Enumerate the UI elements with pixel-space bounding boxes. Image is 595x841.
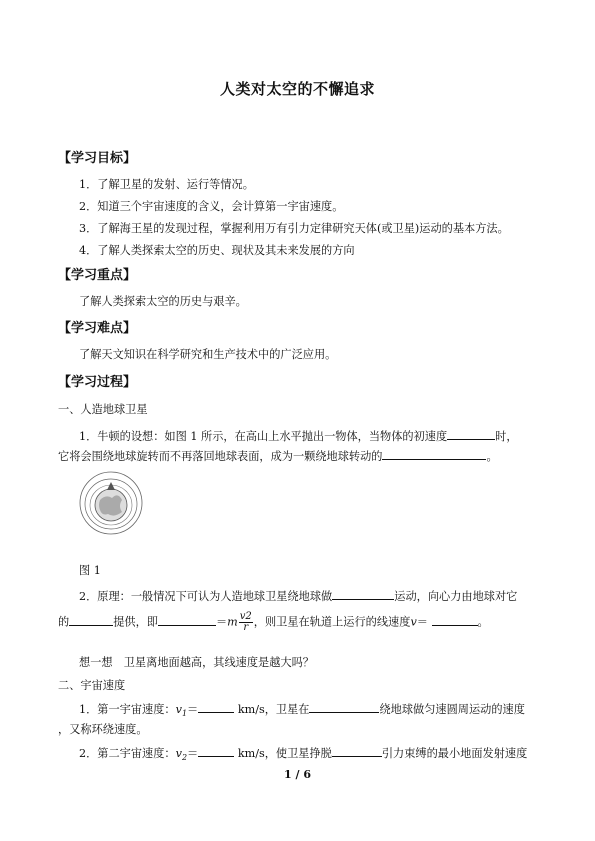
mass-symbol: m: [227, 615, 238, 629]
section-heading-process: 【学习过程】: [58, 375, 137, 390]
question-text: ，则卫星在轨道上运行的线速度: [253, 615, 411, 629]
figure-earth-orbit: [78, 470, 144, 536]
think-prompt: 想一想 卫星离地面越高，其线速度是越大吗？: [79, 656, 314, 669]
question-2-line-2: [58, 612, 489, 633]
mountain-icon: [107, 482, 115, 490]
section-heading-focus: 【学习重点】: [58, 268, 137, 283]
question-text: km/s，使卫星挣脱: [237, 747, 332, 760]
velocity-symbol: v: [175, 747, 182, 760]
answer-blank[interactable]: [198, 701, 234, 713]
question-text: 它将会围绕地球旋转而不再落回地球表面，成为一颗绕地球转动的: [58, 450, 383, 463]
question-text: 运动，向心力由地球对它: [394, 590, 518, 603]
goal-item: 3．了解海王星的发现过程，掌握利用万有引力定律研究天体(或卫星)运动的基本方法。: [79, 222, 509, 235]
goal-item: 4．了解人类探索太空的历史、现状及其未来发展的方向: [79, 244, 355, 257]
question-text: 引力束缚的最小地面发射速度: [381, 747, 528, 760]
difficulty-text: 了解天文知识在科学研究和生产技术中的广泛应用。: [79, 348, 337, 361]
cosmic-velocity-1-line-1: [79, 701, 525, 718]
question-text: 的: [58, 615, 70, 629]
page-number: 1 / 6: [284, 768, 311, 781]
answer-blank[interactable]: [432, 614, 478, 626]
goal-item: 2．知道三个宇宙速度的含义，会计算第一宇宙速度。: [79, 200, 344, 213]
question-text: 1．牛顿的设想：如图 1 所示，在高山上水平抛出一物体，当物体的初速度: [79, 430, 448, 443]
part1-heading: 一、人造地球卫星: [58, 403, 148, 416]
question-text: 2．第二宇宙速度：: [79, 747, 176, 760]
section-heading-difficulty: 【学习难点】: [58, 321, 137, 336]
focus-text: 了解人类探索太空的历史与艰辛。: [79, 295, 247, 308]
question-2-line-1: [79, 588, 517, 604]
answer-blank[interactable]: [332, 745, 382, 757]
answer-blank[interactable]: [447, 428, 495, 440]
question-text: km/s，卫星在: [237, 703, 310, 716]
answer-blank[interactable]: [309, 701, 379, 713]
page-title: 人类对太空的不懈追求: [219, 80, 375, 98]
equals-sign: ＝: [187, 703, 199, 716]
cosmic-velocity-2-line-1: [79, 745, 527, 762]
fraction-numerator: v2: [239, 611, 252, 622]
question-text: 时，: [495, 430, 518, 443]
equals-sign: ＝: [187, 747, 199, 760]
question-1-line-1: [79, 428, 518, 444]
answer-blank[interactable]: [382, 448, 486, 460]
question-1-line-2: [58, 448, 498, 464]
continent-shape: [99, 495, 122, 515]
question-text: 。: [486, 450, 498, 463]
answer-blank[interactable]: [198, 745, 234, 757]
answer-blank[interactable]: [69, 614, 113, 626]
part2-heading: 二、宇宙速度: [58, 679, 126, 692]
goal-item: 1．了解卫星的发射、运行等情况。: [79, 178, 254, 191]
velocity-symbol: v: [175, 703, 182, 716]
equals-sign: ＝: [416, 615, 428, 629]
question-text: 提供，即: [113, 615, 158, 629]
question-text: 。: [477, 615, 489, 629]
figure-caption: 图 1: [79, 564, 101, 577]
velocity-subscript: 1: [181, 709, 188, 719]
velocity-subscript: 2: [181, 753, 188, 763]
cosmic-velocity-1-line-2: ，又称环绕速度。: [58, 723, 148, 736]
fraction: [239, 612, 253, 633]
section-heading-goals: 【学习目标】: [58, 151, 137, 166]
fraction-denominator: r: [243, 622, 249, 633]
question-text: 1．第一宇宙速度：: [79, 703, 176, 716]
velocity-symbol: v: [410, 615, 417, 629]
question-text: 2．原理：一般情况下可认为人造地球卫星绕地球做: [79, 590, 333, 603]
question-text: 绕地球做匀速圆周运动的速度: [379, 703, 525, 716]
equals-sign: ＝: [215, 615, 228, 629]
answer-blank[interactable]: [332, 588, 394, 600]
answer-blank[interactable]: [158, 614, 216, 626]
